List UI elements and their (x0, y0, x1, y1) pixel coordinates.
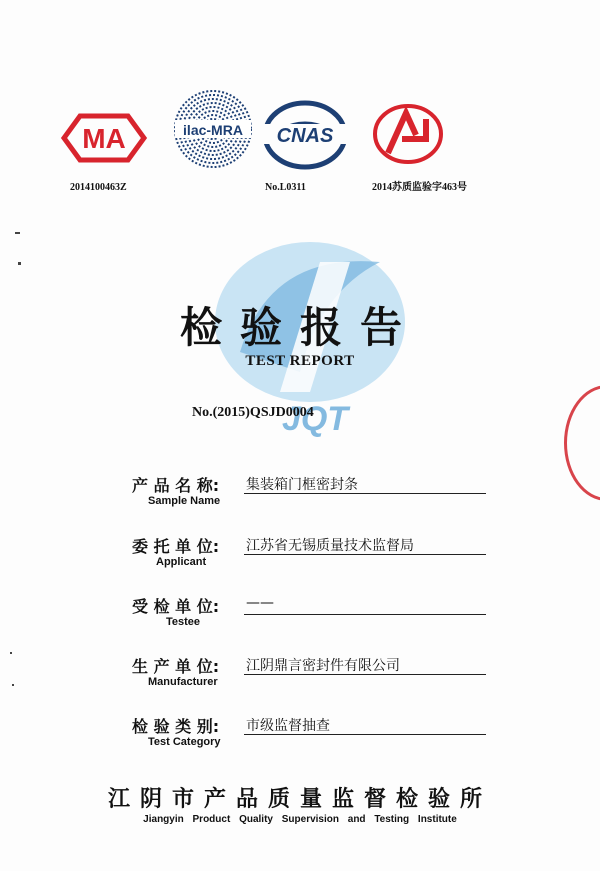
field-value: —— (246, 595, 274, 611)
field-label-en: Testee (166, 616, 201, 628)
cnas-logo (260, 100, 350, 170)
field-label-cn: 受 检 单 位: (132, 597, 220, 616)
field-label-en: Test Category (148, 736, 221, 748)
field-value: 江苏省无锡质量技术监督局 (246, 538, 414, 554)
field-testee (130, 594, 510, 654)
field-label-cn: 产 品 名 称: (132, 476, 220, 495)
field-sample-name (130, 473, 510, 533)
scan-speck (12, 684, 14, 686)
field-label-cn: 生 产 单 位: (132, 657, 220, 676)
cnas-code: No.L0311 (265, 182, 306, 193)
cal-logo (372, 103, 444, 165)
cnas-logo-text: CNAS (276, 125, 334, 147)
watermark-text: JQT (281, 400, 349, 438)
field-value: 市级监督抽查 (246, 718, 330, 734)
ilac-mra-logo (172, 88, 254, 170)
field-underline (244, 674, 486, 675)
cma-code: 2014100463Z (70, 182, 127, 193)
institute-name-en: Jiangyin Product Quality Supervision and Testing Institute (143, 814, 457, 825)
field-value: 集装箱门框密封条 (246, 477, 358, 493)
field-manufacturer (130, 654, 510, 714)
field-label-cn: 检 验 类 别: (132, 717, 220, 736)
title-cn: 检验报告 (179, 303, 420, 352)
field-label-en: Sample Name (148, 495, 221, 507)
report-number: No.(2015)QSJD0004 (192, 405, 314, 420)
scan-speck (10, 652, 12, 654)
field-test-category (130, 714, 510, 774)
red-seal-stamp (564, 385, 600, 501)
institute-name-cn: 江阴市产品质量监督检验所 (107, 787, 492, 812)
scan-speck (15, 232, 20, 234)
field-label-en: Applicant (156, 556, 207, 568)
cma-logo (60, 110, 148, 166)
field-label-en: Manufacturer (148, 676, 218, 688)
field-value: 江阴鼎言密封件有限公司 (246, 658, 400, 674)
field-underline (244, 734, 486, 735)
field-applicant (130, 534, 510, 594)
field-underline (244, 493, 486, 494)
title-en: TEST REPORT (245, 353, 355, 369)
field-underline (244, 614, 486, 615)
ilac-logo-text: ilac-MRA (183, 122, 243, 138)
field-underline (244, 554, 486, 555)
cal-code: 2014苏质监验字463号 (372, 182, 467, 193)
field-label-cn: 委 托 单 位: (132, 537, 220, 556)
scan-speck (18, 262, 21, 265)
cma-logo-text: MA (82, 123, 126, 154)
